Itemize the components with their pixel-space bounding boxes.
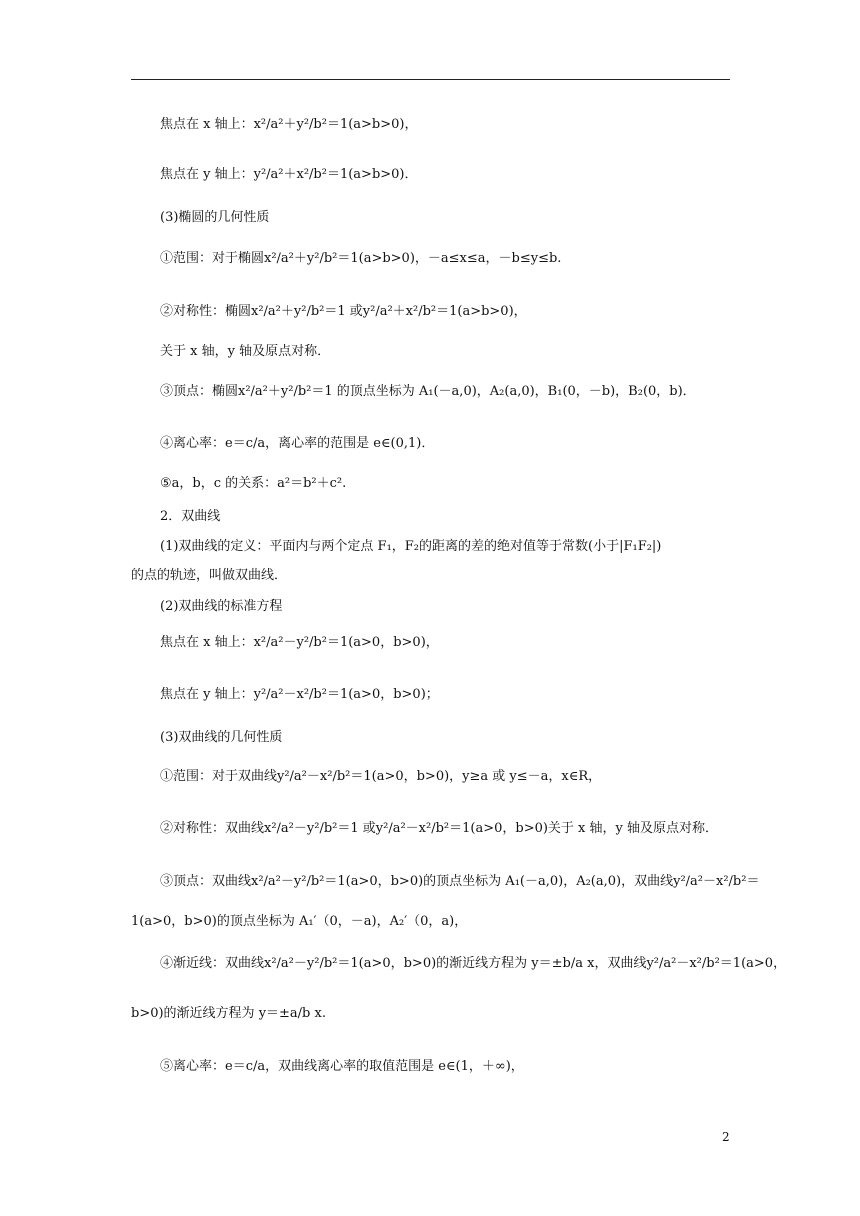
header-rule	[131, 79, 730, 80]
text-line: ②对称性：双曲线x²/a²－y²/b²＝1 或y²/a²－x²/b²＝1(a>0，b>0)关于 x 轴，y 轴及原点对称．	[160, 821, 718, 836]
page-number: 2	[722, 1130, 730, 1144]
text-line: 焦点在 x 轴上：x²/a²－y²/b²＝1(a>0，b>0)，	[160, 635, 439, 650]
text-line: ①范围：对于椭圆x²/a²＋y²/b²＝1(a>b>0)，－a≤x≤a，－b≤y≤b.	[160, 251, 562, 266]
text-line: 焦点在 x 轴上：x²/a²＋y²/b²＝1(a>b>0)，	[160, 117, 418, 132]
text-line: (1)双曲线的定义：平面内与两个定点 F₁，F₂的距离的差的绝对值等于常数(小于|F₁F₂|)	[160, 539, 662, 554]
text-line: 关于 x 轴，y 轴及原点对称．	[160, 344, 331, 359]
text-line: ⑤a，b，c 的关系：a²＝b²＋c².	[160, 476, 347, 491]
text-line: 1(a>0，b>0)的顶点坐标为 A₁′（0，－a)，A₂′（0，a)，	[131, 914, 468, 929]
text-line: ③顶点：双曲线x²/a²－y²/b²＝1(a>0，b>0)的顶点坐标为 A₁(－a,0)，A₂(a,0)，双曲线y²/a²－x²/b²＝	[160, 874, 760, 889]
text-line: ②对称性：椭圆x²/a²＋y²/b²＝1 或y²/a²＋x²/b²＝1(a>b>0)，	[160, 304, 527, 319]
text-line: ①范围：对于双曲线y²/a²－x²/b²＝1(a>0，b>0)，y≥a 或 y≤－a，x∈R，	[160, 769, 602, 784]
section-heading: (3)椭圆的几何性质	[160, 210, 270, 225]
text-line: ④渐近线：双曲线x²/a²－y²/b²＝1(a>0，b>0)的渐近线方程为 y＝±b/a x，双曲线y²/a²－x²/b²＝1(a>0，	[160, 956, 787, 971]
text-line: 焦点在 y 轴上：y²/a²＋x²/b²＝1(a>b>0)．	[160, 167, 418, 182]
text-line: ④离心率：e＝c/a，离心率的范围是 e∈(0,1)．	[160, 436, 435, 451]
text-line: ⑤离心率：e＝c/a，双曲线离心率的取值范围是 e∈(1，＋∞)，	[160, 1059, 524, 1074]
text-line: ③顶点：椭圆x²/a²＋y²/b²＝1 的顶点坐标为 A₁(－a,0)，A₂(a,0)，B₁(0，－b)，B₂(0，b)．	[160, 384, 696, 399]
text-line: 焦点在 y 轴上：y²/a²－x²/b²＝1(a>0，b>0)；	[160, 687, 439, 702]
text-line: 的点的轨迹，叫做双曲线．	[131, 568, 288, 583]
section-heading: (3)双曲线的几何性质	[160, 730, 283, 745]
section-heading: (2)双曲线的标准方程	[160, 599, 283, 614]
text-line: b>0)的渐近线方程为 y＝±a/b x.	[131, 1006, 326, 1021]
section-heading: 2．双曲线	[160, 509, 221, 524]
